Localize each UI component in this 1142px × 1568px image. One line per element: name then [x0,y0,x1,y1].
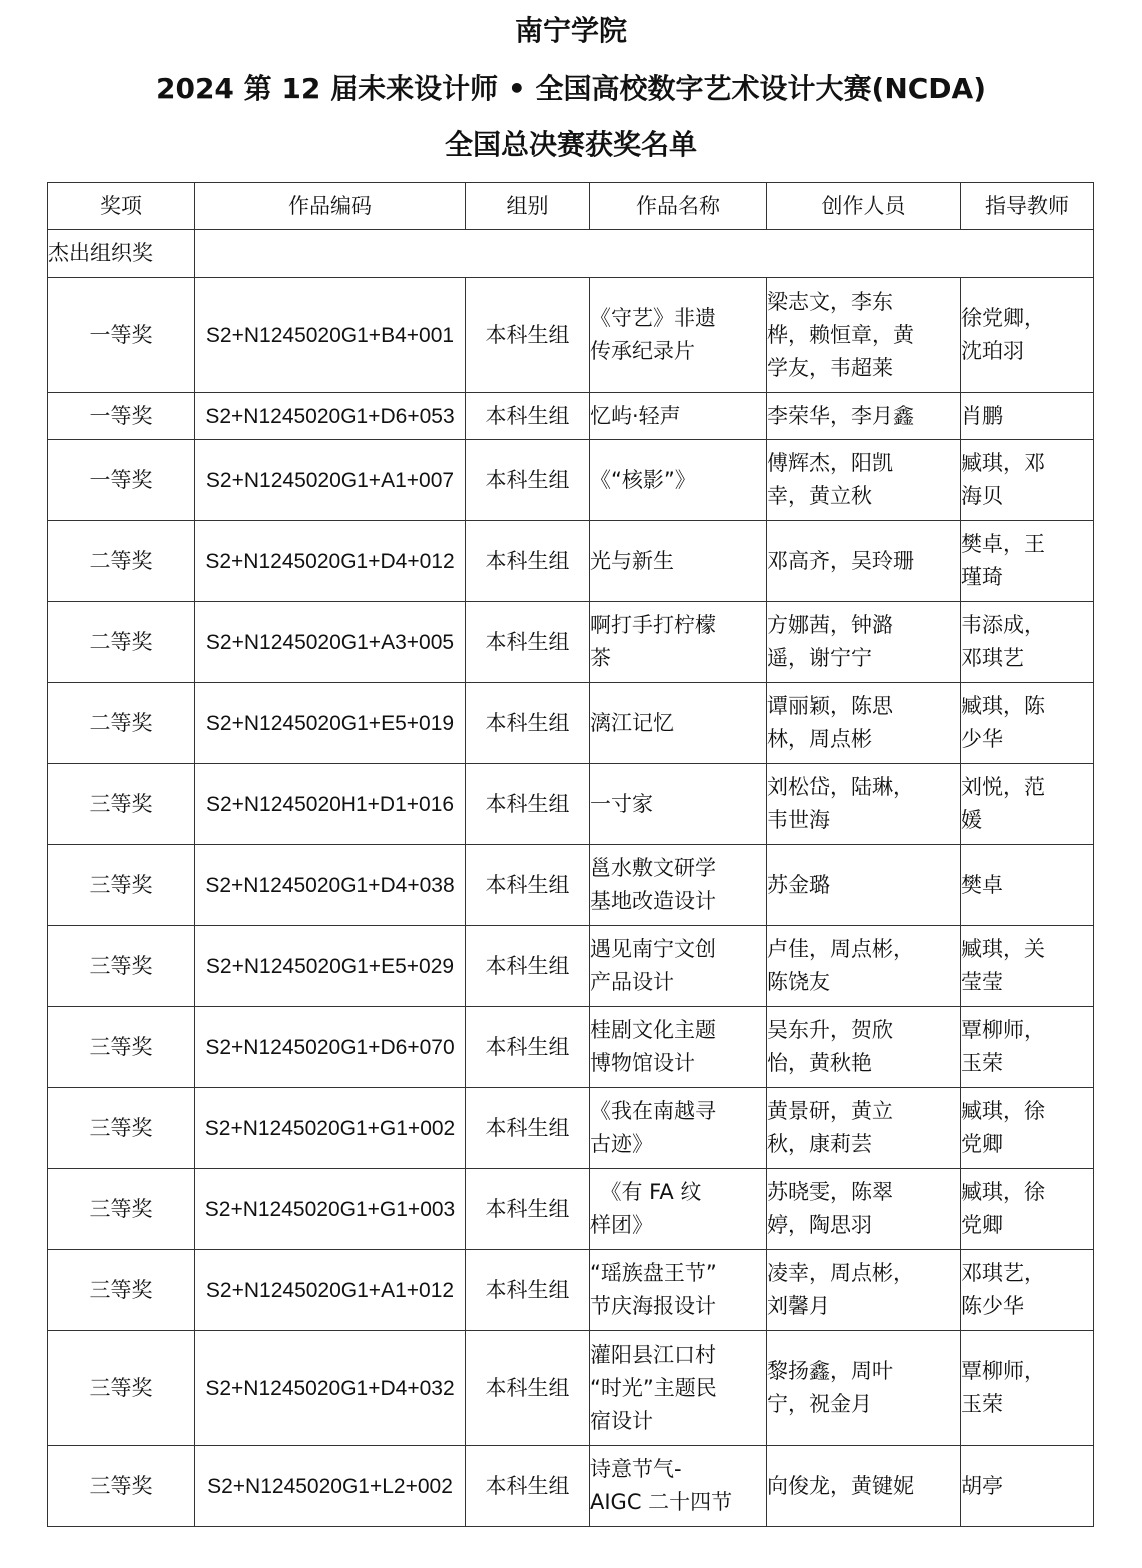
advisors-line: 韦添成， [961,613,1045,637]
title-cell [590,926,767,1007]
group-cell: 本科生组 [466,521,590,602]
advisors-cell [961,1088,1094,1169]
advisors-line: 臧琪，关 [961,937,1045,961]
creators-cell [767,845,961,926]
award-cell: 三等奖 [48,926,195,1007]
code-cell: S2+N1245020G1+L2+002 [195,1446,466,1527]
advisors-line: 媛 [961,808,982,832]
group-cell: 本科生组 [466,764,590,845]
advisors-line: 邓琪艺， [961,1261,1045,1285]
advisors-line: 党卿 [961,1213,1003,1237]
award-cell: 一等奖 [48,393,195,440]
creators-line: 傅辉杰，阳凯 [767,451,893,475]
table-row [48,521,1094,602]
award-cell: 三等奖 [48,1250,195,1331]
creators-cell [767,602,961,683]
advisors-line: 臧琪，徐 [961,1180,1045,1204]
title-line: 传承纪录片 [590,339,695,363]
table-row [48,1169,1094,1250]
group-cell: 本科生组 [466,1250,590,1331]
title-line: 一寸家 [590,791,653,816]
code-cell: S2+N1245020G1+A3+005 [195,602,466,683]
title-line: 《我在南越寻 [590,1099,716,1123]
advisors-line: 覃柳师， [961,1359,1045,1383]
award-cell: 三等奖 [48,1169,195,1250]
title-line: 光与新生 [590,548,674,573]
code-cell: S2+N1245020G1+D4+032 [195,1331,466,1446]
title-line: 茶 [590,646,611,670]
title-cell [590,521,767,602]
creators-line: 刘松岱，陆琳， [767,775,914,799]
title-cell [590,683,767,764]
group-cell: 本科生组 [466,1088,590,1169]
creators-cell [767,926,961,1007]
title-line: 遇见南宁文创 [590,937,716,961]
table-row [48,602,1094,683]
award-cell: 二等奖 [48,602,195,683]
advisors-line: 玉荣 [961,1392,1003,1416]
title-cell [590,278,767,393]
creators-line: 黄景研，黄立 [767,1099,893,1123]
creators-line: 梁志文，李东 [767,289,893,314]
creators-cell [767,1331,961,1446]
creators-line: 方娜茜，钟潞 [767,613,893,637]
title-line: 桂剧文化主题 [590,1018,716,1042]
title-line: 灌阳县江口村 [590,1342,716,1367]
code-cell: S2+N1245020G1+D4+038 [195,845,466,926]
advisors-line: 臧琪，陈 [961,694,1045,718]
creators-line: 向俊龙，黄键妮 [767,1473,914,1498]
code-cell: S2+N1245020G1+G1+003 [195,1169,466,1250]
award-cell: 三等奖 [48,1088,195,1169]
header-advisors: 指导教师 [961,183,1094,230]
code-cell: S2+N1245020G1+A1+012 [195,1250,466,1331]
group-cell: 本科生组 [466,926,590,1007]
title-cell [590,602,767,683]
title-line: 诗意节气- [590,1457,682,1481]
title-cell [590,440,767,521]
creators-line: 邓高齐，吴玲珊 [767,548,914,573]
advisors-cell [961,1331,1094,1446]
title-line: 啊打手打柠檬 [590,613,716,637]
title-line: 漓江记忆 [590,710,674,735]
table-row [48,926,1094,1007]
advisors-line: 陈少华 [961,1294,1024,1318]
list-title: 全国总决赛获奖名单 [444,128,697,161]
creators-line: 凌幸，周点彬， [767,1261,914,1285]
creators-line: 秋，康莉芸 [767,1132,872,1156]
advisors-line: 党卿 [961,1132,1003,1156]
group-cell: 本科生组 [466,1446,590,1527]
table-row [48,764,1094,845]
creators-line: 吴东升，贺欣 [767,1018,893,1042]
competition-title: 2024 第 12 届未来设计师 • 全国高校数字艺术设计大赛(NCDA) [155,72,987,105]
advisors-cell [961,1169,1094,1250]
award-cell: 三等奖 [48,845,195,926]
title-cell [590,1169,767,1250]
creators-line: 谭丽颖，陈思 [767,694,893,718]
advisors-line: 肖鹏 [961,403,1003,428]
creators-line: 黎扬鑫，周叶 [767,1359,893,1383]
advisors-line: 樊卓，王 [961,532,1045,556]
creators-line: 刘馨月 [767,1294,830,1318]
title-line: “瑶族盘王节” [590,1261,717,1285]
advisors-cell [961,764,1094,845]
code-cell: S2+N1245020G1+B4+001 [195,278,466,393]
creators-line: 幸，黄立秋 [767,484,872,508]
code-cell: S2+N1245020G1+A1+007 [195,440,466,521]
advisors-line: 少华 [961,727,1003,751]
award-cell: 一等奖 [48,440,195,521]
table-row [48,1250,1094,1331]
school-name: 南宁学院 [514,14,627,47]
awards-table [47,182,1094,1527]
table-row [48,1331,1094,1446]
group-cell: 本科生组 [466,278,590,393]
creators-cell [767,1250,961,1331]
table-row [48,1088,1094,1169]
advisors-line: 瑾琦 [961,565,1003,589]
creators-line: 韦世海 [767,808,830,832]
creators-line: 林，周点彬 [767,727,872,751]
code-cell: S2+N1245020H1+D1+016 [195,764,466,845]
title-cell [590,1007,767,1088]
advisors-line: 刘悦，范 [961,775,1045,799]
title-cell [590,1331,767,1446]
table-row [48,845,1094,926]
advisors-cell [961,926,1094,1007]
advisors-cell [961,602,1094,683]
award-cell: 三等奖 [48,1331,195,1446]
creators-line: 李荣华，李月鑫 [767,403,914,428]
title-line: 样团》 [590,1213,653,1237]
creators-cell [767,393,961,440]
title-line: 《有 FA 纹 [590,1180,702,1204]
advisors-line: 沈珀羽 [961,339,1024,363]
title-line: AIGC 二十四节 [590,1490,733,1514]
table-row [48,683,1094,764]
creators-line: 遥，谢宁宁 [767,646,872,670]
advisors-cell [961,278,1094,393]
title-line: 产品设计 [590,970,674,994]
code-cell: S2+N1245020G1+E5+019 [195,683,466,764]
table-row [48,393,1094,440]
group-cell: 本科生组 [466,845,590,926]
title-cell [590,1250,767,1331]
advisors-line: 臧琪，邓 [961,451,1045,475]
title-cell [590,393,767,440]
section-empty [195,230,1094,278]
creators-cell [767,278,961,393]
creators-cell [767,1169,961,1250]
award-cell: 二等奖 [48,521,195,602]
creators-cell [767,440,961,521]
header-group: 组别 [466,183,590,230]
advisors-line: 海贝 [961,484,1003,508]
award-cell: 三等奖 [48,764,195,845]
title-line: 《守艺》非遗 [590,306,716,330]
advisors-cell [961,521,1094,602]
title-line: 邕水敷文研学 [590,856,716,880]
title-line: 忆屿·轻声 [590,403,681,428]
title-line: 《“核影”》 [590,467,696,492]
title-line: 古迹》 [590,1132,653,1156]
title-cell [590,845,767,926]
advisors-line: 覃柳师， [961,1018,1045,1042]
award-cell: 三等奖 [48,1446,195,1527]
header-title: 作品名称 [590,183,767,230]
group-cell: 本科生组 [466,1331,590,1446]
creators-cell [767,1088,961,1169]
advisors-line: 臧琪，徐 [961,1099,1045,1123]
creators-cell [767,521,961,602]
title-cell [590,1446,767,1527]
table-row [48,278,1094,393]
code-cell: S2+N1245020G1+G1+002 [195,1088,466,1169]
title-cell [590,764,767,845]
creators-cell [767,764,961,845]
title-line: 基地改造设计 [590,889,716,913]
group-cell: 本科生组 [466,1169,590,1250]
award-cell: 三等奖 [48,1007,195,1088]
group-cell: 本科生组 [466,393,590,440]
table-row [48,1446,1094,1527]
code-cell: S2+N1245020G1+E5+029 [195,926,466,1007]
advisors-cell [961,845,1094,926]
advisors-line: 徐党卿， [961,306,1045,330]
group-cell: 本科生组 [466,683,590,764]
creators-line: 卢佳，周点彬， [767,937,914,961]
title-line: 宿设计 [590,1408,653,1433]
advisors-line: 胡亭 [961,1473,1003,1498]
creators-line: 陈饶友 [767,970,830,994]
group-cell: 本科生组 [466,602,590,683]
table-row [48,440,1094,521]
creators-cell [767,1007,961,1088]
advisors-line: 莹莹 [961,970,1003,994]
code-cell: S2+N1245020G1+D6+070 [195,1007,466,1088]
section-row [48,230,1094,278]
title-line: 节庆海报设计 [590,1294,716,1318]
title-cell [590,1088,767,1169]
creators-line: 婷，陶思羽 [767,1213,872,1237]
creators-cell [767,1446,961,1527]
group-cell: 本科生组 [466,440,590,521]
creators-line: 桦，赖恒章，黄 [767,322,914,347]
creators-line: 宁，祝金月 [767,1392,872,1416]
title-line: 博物馆设计 [590,1051,695,1075]
creators-line: 怡，黄秋艳 [767,1051,872,1075]
advisors-line: 玉荣 [961,1051,1003,1075]
advisors-cell [961,1446,1094,1527]
code-cell: S2+N1245020G1+D6+053 [195,393,466,440]
header-award: 奖项 [48,183,195,230]
group-cell: 本科生组 [466,1007,590,1088]
advisors-line: 邓琪艺 [961,646,1024,670]
table-row [48,1007,1094,1088]
creators-line: 苏金璐 [767,872,830,897]
header-code: 作品编码 [195,183,466,230]
award-cell: 二等奖 [48,683,195,764]
advisors-cell [961,683,1094,764]
advisors-cell [961,393,1094,440]
section-label: 杰出组织奖 [48,230,195,278]
advisors-line: 樊卓 [961,872,1003,897]
award-cell: 一等奖 [48,278,195,393]
creators-line: 学友，韦超莱 [767,355,893,380]
creators-line: 苏晓雯，陈翠 [767,1180,893,1204]
advisors-cell [961,440,1094,521]
creators-cell [767,683,961,764]
advisors-cell [961,1007,1094,1088]
advisors-cell [961,1250,1094,1331]
header-creators: 创作人员 [767,183,961,230]
header-row [48,183,1094,230]
code-cell: S2+N1245020G1+D4+012 [195,521,466,602]
title-line: “时光”主题民 [590,1375,717,1400]
